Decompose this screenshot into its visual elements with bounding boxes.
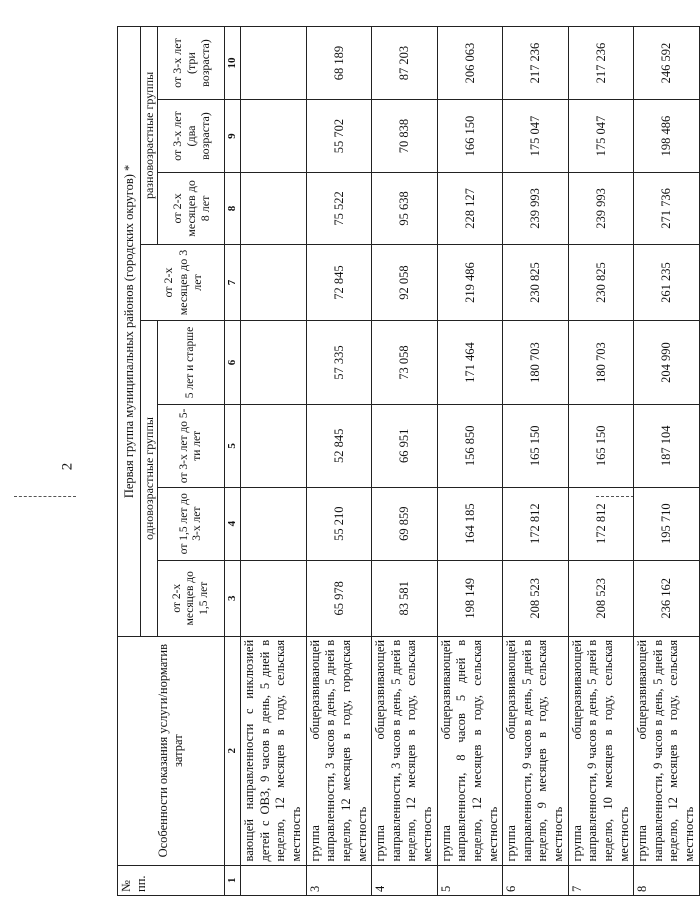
cost-cell: 261 235 (634, 244, 700, 320)
cost-cell: 57 335 (306, 321, 372, 405)
cost-cell: 246 592 (634, 27, 700, 100)
cost-cell: 164 185 (437, 487, 503, 560)
cost-cell: 92 058 (372, 244, 438, 320)
cost-cell: 217 236 (503, 27, 569, 100)
table-row (306, 27, 372, 896)
row-description: группа общеразвивающей направленности, 8 часов 5 дней в неделю, 12 месяцев в году, сельская местность (437, 636, 503, 865)
page-number: 2 (59, 462, 76, 471)
cost-cell: 198 149 (437, 560, 503, 636)
table-row (437, 27, 503, 896)
cost-cell (241, 27, 307, 100)
table-row (568, 27, 634, 896)
header-sub-col: от 3-х лет до 5-ти лет (158, 404, 225, 487)
cost-cell (241, 321, 307, 405)
cost-cell: 55 210 (306, 487, 372, 560)
column-number: 2 (225, 636, 241, 865)
cost-cell: 230 825 (503, 244, 569, 320)
cut-line-left (14, 496, 76, 497)
cost-cell: 230 825 (568, 244, 634, 320)
column-number: 5 (225, 404, 241, 487)
cost-cell: 165 150 (568, 404, 634, 487)
column-number: 7 (225, 244, 241, 320)
header-desc: Особенности оказания услуги/норматив затрат (118, 636, 225, 865)
header-single-age: одновозрастные группы (141, 321, 158, 637)
cost-cell: 204 990 (634, 321, 700, 405)
cost-cell: 165 150 (503, 404, 569, 487)
header-sub-col: от 3-х лет (три возраста) (158, 27, 225, 100)
row-number: 3 (306, 865, 372, 895)
rotated-table-container (117, 26, 697, 896)
cost-cell: 73 058 (372, 321, 438, 405)
cost-cell: 187 104 (634, 404, 700, 487)
table-row (241, 27, 307, 896)
row-number: 4 (372, 865, 438, 895)
cost-cell: 72 845 (306, 244, 372, 320)
row-number: 7 (568, 865, 634, 895)
cost-cell: 175 047 (503, 100, 569, 173)
cost-cell: 271 736 (634, 173, 700, 245)
header-sub-col: от 2-х месяцев до 3 лет (141, 244, 225, 320)
cost-cell: 206 063 (437, 27, 503, 100)
cost-cell: 166 150 (437, 100, 503, 173)
cost-cell: 180 703 (503, 321, 569, 405)
row-number (241, 865, 307, 895)
cost-cell: 83 581 (372, 560, 438, 636)
row-description: группа общеразвивающей направленности, 9 часов в день, 5 дней в неделю, 10 месяцев в году, сельская местность (568, 636, 634, 865)
cost-cell: 66 951 (372, 404, 438, 487)
cost-cell: 171 464 (437, 321, 503, 405)
cost-cell: 195 710 (634, 487, 700, 560)
cost-cell: 68 189 (306, 27, 372, 100)
table-row (372, 27, 438, 896)
cost-cell (241, 244, 307, 320)
row-description: группа общеразвивающей направленности, 3 часов в день, 5 дней в неделю, 12 месяцев в году, городская местность (306, 636, 372, 865)
cost-cell: 228 127 (437, 173, 503, 245)
header-sub-col: 5 лет и старше (158, 321, 225, 405)
cost-cell: 172 812 (568, 487, 634, 560)
cost-cell: 75 522 (306, 173, 372, 245)
cost-cell: 172 812 (503, 487, 569, 560)
cost-cell: 55 702 (306, 100, 372, 173)
column-number: 8 (225, 173, 241, 245)
header-group-title: Первая группа муниципальных районов (городских округов) * (118, 27, 141, 637)
row-number: 5 (437, 865, 503, 895)
column-number: 1 (225, 865, 241, 895)
row-description: группа общеразвивающей направленности, 3 часов в день, 5 дней в неделю, 12 месяцев в году, сельская местность (372, 636, 438, 865)
table-row (503, 27, 569, 896)
row-number: 6 (503, 865, 569, 895)
table-row (634, 27, 700, 896)
row-description: группа общеразвивающей направленности, 9 часов в день, 5 дней в неделю, 9 месяцев в году, сельская местность (503, 636, 569, 865)
cost-cell: 87 203 (372, 27, 438, 100)
cost-cell: 236 162 (634, 560, 700, 636)
header-mixed-age: разновозрастные группы (141, 27, 158, 245)
cost-cell: 65 978 (306, 560, 372, 636)
header-num: № пп. (118, 865, 225, 895)
document-page (117, 26, 697, 896)
cost-cell: 156 850 (437, 404, 503, 487)
header-sub-col: от 2-х месяцев до 8 лет (158, 173, 225, 245)
header-sub-col: от 1,5 лет до 3-х лет (158, 487, 225, 560)
header-sub-col: от 3-х лет (два возраста) (158, 100, 225, 173)
cost-cell (241, 487, 307, 560)
column-number: 10 (225, 27, 241, 100)
header-sub-col: от 2-х месяцев до 1,5 лет (158, 560, 225, 636)
cost-cell: 198 486 (634, 100, 700, 173)
cost-cell: 239 993 (568, 173, 634, 245)
column-number: 3 (225, 560, 241, 636)
column-number: 9 (225, 100, 241, 173)
row-number: 8 (634, 865, 700, 895)
cost-cell: 70 838 (372, 100, 438, 173)
cost-norms-table (117, 26, 700, 896)
cost-cell (241, 560, 307, 636)
cost-cell: 175 047 (568, 100, 634, 173)
cost-cell: 95 638 (372, 173, 438, 245)
column-number: 4 (225, 487, 241, 560)
column-number: 6 (225, 321, 241, 405)
cost-cell: 52 845 (306, 404, 372, 487)
cost-cell: 69 859 (372, 487, 438, 560)
cost-cell (241, 173, 307, 245)
cost-cell: 239 993 (503, 173, 569, 245)
cost-cell: 219 486 (437, 244, 503, 320)
cost-cell: 208 523 (568, 560, 634, 636)
cost-cell: 208 523 (503, 560, 569, 636)
cost-cell: 180 703 (568, 321, 634, 405)
cost-cell (241, 100, 307, 173)
row-description: вающей направленности с инклюзией детей с ОВЗ, 9 часов в день, 5 дней в неделю, 12 месяцев в году, сельская местность (241, 636, 307, 865)
row-description: группа общеразвивающей направленности, 9 часов в день, 5 дней в неделю, 12 месяцев в году, сельская местность (634, 636, 700, 865)
cost-cell: 217 236 (568, 27, 634, 100)
cost-cell (241, 404, 307, 487)
